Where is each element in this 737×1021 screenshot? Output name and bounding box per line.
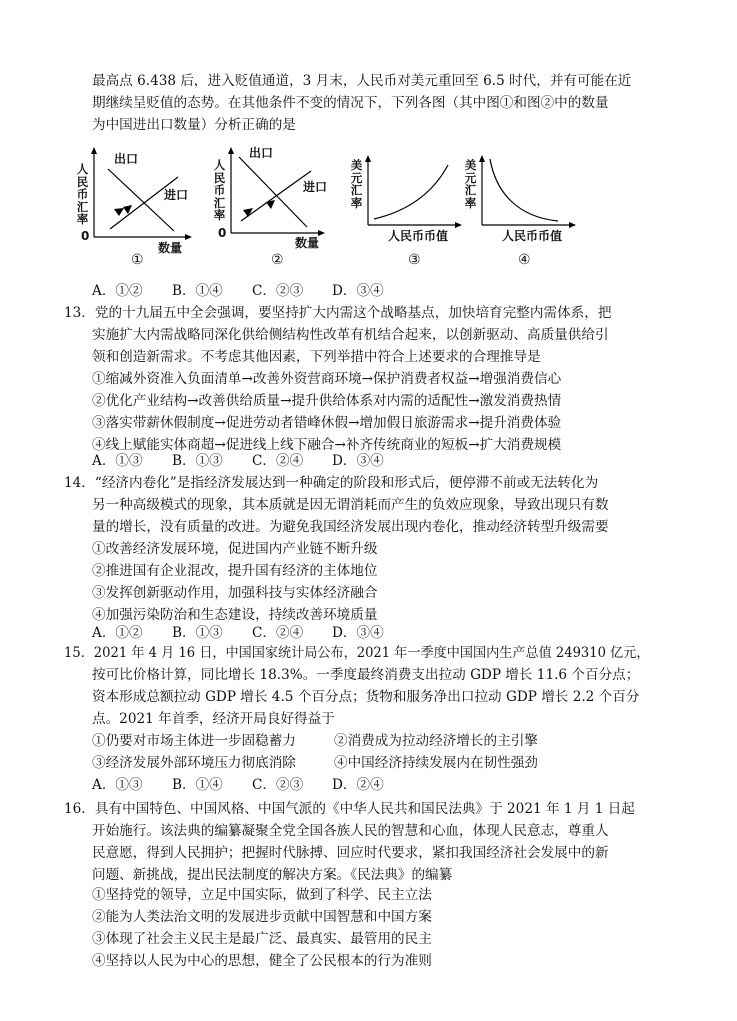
- q16-item-1: ①坚持党的领导，立足中国实际，做到了科学、民主立法: [92, 887, 432, 903]
- q14-option-c[interactable]: C．②④: [252, 625, 304, 641]
- q15-stem-line-1: 15．2021 年 4 月 16 日，中国国家统计局公布，2021 年一季度中国国内生产总值 249310 亿元，: [64, 645, 650, 661]
- q12-intro-line-1: 最高点 6.438 后，进入贬值通道，3 月末，人民币对美元重回至 6.5 时代，并有可能在近: [92, 73, 632, 89]
- q12-option-d[interactable]: D．③④: [332, 283, 384, 299]
- graph-4-x-label: 人民币币值: [502, 229, 563, 243]
- graph-4-y-label: 美元汇率: [464, 158, 477, 210]
- q15-stem-line-4: 点。2021 年首季，经济开局良好得益于: [92, 711, 335, 727]
- q13-option-b[interactable]: B．①③: [172, 453, 223, 469]
- q14-item-4: ④加强污染防治和生态建设，持续改善环境质量: [92, 607, 378, 623]
- q14-option-b[interactable]: B．①③: [172, 625, 223, 641]
- q15-option-b[interactable]: B．①④: [172, 777, 223, 793]
- graph-3-x-label: 人民币币值: [388, 229, 449, 243]
- q14-option-a[interactable]: A．①②: [92, 625, 143, 641]
- arrow-marker: [114, 208, 124, 216]
- q14-item-3: ③发挥创新驱动作用，加强科技与实体经济融合: [92, 585, 378, 601]
- q13-item-2: ②优化产业结构→改善供给质量→提升供给体系对内需的适配性→激发消费热情: [92, 393, 562, 409]
- graph-2-export-label: 出口: [249, 146, 274, 160]
- falling-curve: [490, 159, 558, 221]
- graph-1-origin: 0: [81, 229, 90, 243]
- arrow-marker: [266, 200, 275, 209]
- graph-3: [348, 145, 466, 270]
- q12-intro-line-3: 为中国进出口数量）分析正确的是: [92, 117, 296, 133]
- graph-3-caption: ③: [408, 252, 421, 268]
- graph-2-x-label: 数量: [295, 236, 320, 250]
- q13-item-1: ①缩减外资准入负面清单→改善外资营商环境→保护消费者权益→增强消费信心: [92, 371, 562, 387]
- q14-option-d[interactable]: D．③④: [332, 625, 384, 641]
- q13-item-3: ③落实带薪休假制度→促进劳动者错峰休假→增加假日旅游需求→提升消费体验: [92, 415, 562, 431]
- q13-stem-line-3: 领和创造新需求。不考虑其他因素，下列举措中符合上述要求的合理推导是: [92, 349, 541, 365]
- graph-2-import-label: 进口: [303, 180, 328, 194]
- q15-item-2: ②消费成为拉动经济增长的主引擎: [334, 733, 538, 749]
- q15-stem-line-3: 资本形成总额拉动 GDP 增长 4.5 个百分点；货物和服务净出口拉动 GDP 增长 2.2 个百分: [92, 689, 640, 705]
- q13-stem-line-2: 实施扩大内需战略同深化供给侧结构性改革有机结合起来，以创新驱动、高质量供给引: [92, 327, 609, 343]
- q13-option-a[interactable]: A．①③: [92, 453, 143, 469]
- import-line: [241, 171, 311, 221]
- graph-1-y-label: 人民币汇率: [76, 162, 89, 226]
- q14-item-2: ②推进国有企业混改，提升国有经济的主体地位: [92, 563, 378, 579]
- q12-option-c[interactable]: C．②③: [252, 283, 304, 299]
- import-line: [110, 177, 178, 229]
- q15-option-c[interactable]: C．②③: [252, 777, 304, 793]
- q13-option-c[interactable]: C．②④: [252, 453, 304, 469]
- graph-2-caption: ②: [271, 252, 284, 268]
- q15-item-1: ①仍要对市场主体进一步固稳蓄力: [92, 733, 296, 749]
- arrow-marker: [243, 208, 253, 217]
- graph-4-caption: ④: [518, 252, 531, 268]
- q15-option-d[interactable]: D．②④: [332, 777, 384, 793]
- q14-item-1: ①改善经济发展环境，促进国内产业链不断升级: [92, 541, 378, 557]
- q14-stem-line-1: 14．“经济内卷化”是指经济发展达到一种确定的阶段和形式后，便停滞不前或无法转化为: [64, 475, 599, 491]
- graph-1-x-label: 数量: [158, 241, 183, 255]
- q16-stem-line-3: 民意愿，得到人民拥护；把握时代脉搏、回应时代要求，紧扣我国经济社会发展中的新: [92, 845, 609, 861]
- q14-stem-line-3: 量的增长，没有质量的改进。为避免我国经济发展出现内卷化，推动经济转型升级需要: [92, 519, 609, 535]
- q16-stem-line-2: 开始施行。该法典的编纂凝聚全党全国各族人民的智慧和心血，体现人民意志，尊重人: [92, 823, 609, 839]
- q12-option-b[interactable]: B．①④: [172, 283, 223, 299]
- graph-3-y-label: 美元汇率: [350, 158, 363, 210]
- q15-stem-line-2: 按可比价格计算，同比增长 18.3%。一季度最终消费支出拉动 GDP 增长 11.6 个百分点；: [92, 667, 640, 683]
- q16-item-2: ②能为人类法治文明的发展进步贡献中国智慧和中国方案: [92, 909, 432, 925]
- graph-2-y-label: 人民币汇率: [213, 158, 226, 222]
- q12-option-a[interactable]: A．①②: [92, 283, 143, 299]
- q16-item-3: ③体现了社会主义民主是最广泛、最真实、最管用的民主: [92, 931, 432, 947]
- q16-item-4: ④坚持以人民为中心的思想，健全了公民根本的行为准则: [92, 953, 432, 969]
- graph-2-origin: 0: [218, 226, 227, 240]
- graph-2: [213, 145, 331, 270]
- rising-curve: [374, 165, 448, 219]
- q15-option-a[interactable]: A．①③: [92, 777, 143, 793]
- q16-stem-line-1: 16．具有中国特色、中国风格、中国气派的《中华人民共和国民法典》于 2021 年 1 月 1 日起: [64, 801, 635, 817]
- graph-1-caption: ①: [131, 252, 144, 268]
- q12-intro-line-2: 期继续呈贬值的态势。在其他条件不变的情况下，下列各图（其中图①和图②中的数量: [92, 95, 609, 111]
- q14-stem-line-2: 另一种高级模式的现象，其本质就是因无谓消耗而产生的负效应现象，导致出现只有数: [92, 497, 609, 513]
- export-line: [239, 157, 307, 227]
- q16-stem-line-4: 问题、新挑战，提出民法制度的解决方案。《民法典》的编纂: [92, 867, 453, 883]
- graph-1: [76, 145, 194, 270]
- graph-1-export-label: 出口: [114, 152, 139, 166]
- graph-1-import-label: 进口: [164, 188, 189, 202]
- graph-4: [462, 145, 580, 270]
- q15-item-4: ④中国经济持续发展内在韧性强劲: [334, 755, 538, 771]
- q13-item-4: ④线上赋能实体商超→促进线上线下融合→补齐传统商业的短板→扩大消费规模: [92, 437, 562, 453]
- q13-option-d[interactable]: D．③④: [332, 453, 384, 469]
- q13-stem-line-1: 13．党的十九届五中全会强调，要坚持扩大内需这个战略基点，加快培育完整内需体系，把: [64, 305, 612, 321]
- q15-item-3: ③经济发展外部环境压力彻底消除: [92, 755, 296, 771]
- graph-3-plot: [348, 145, 466, 270]
